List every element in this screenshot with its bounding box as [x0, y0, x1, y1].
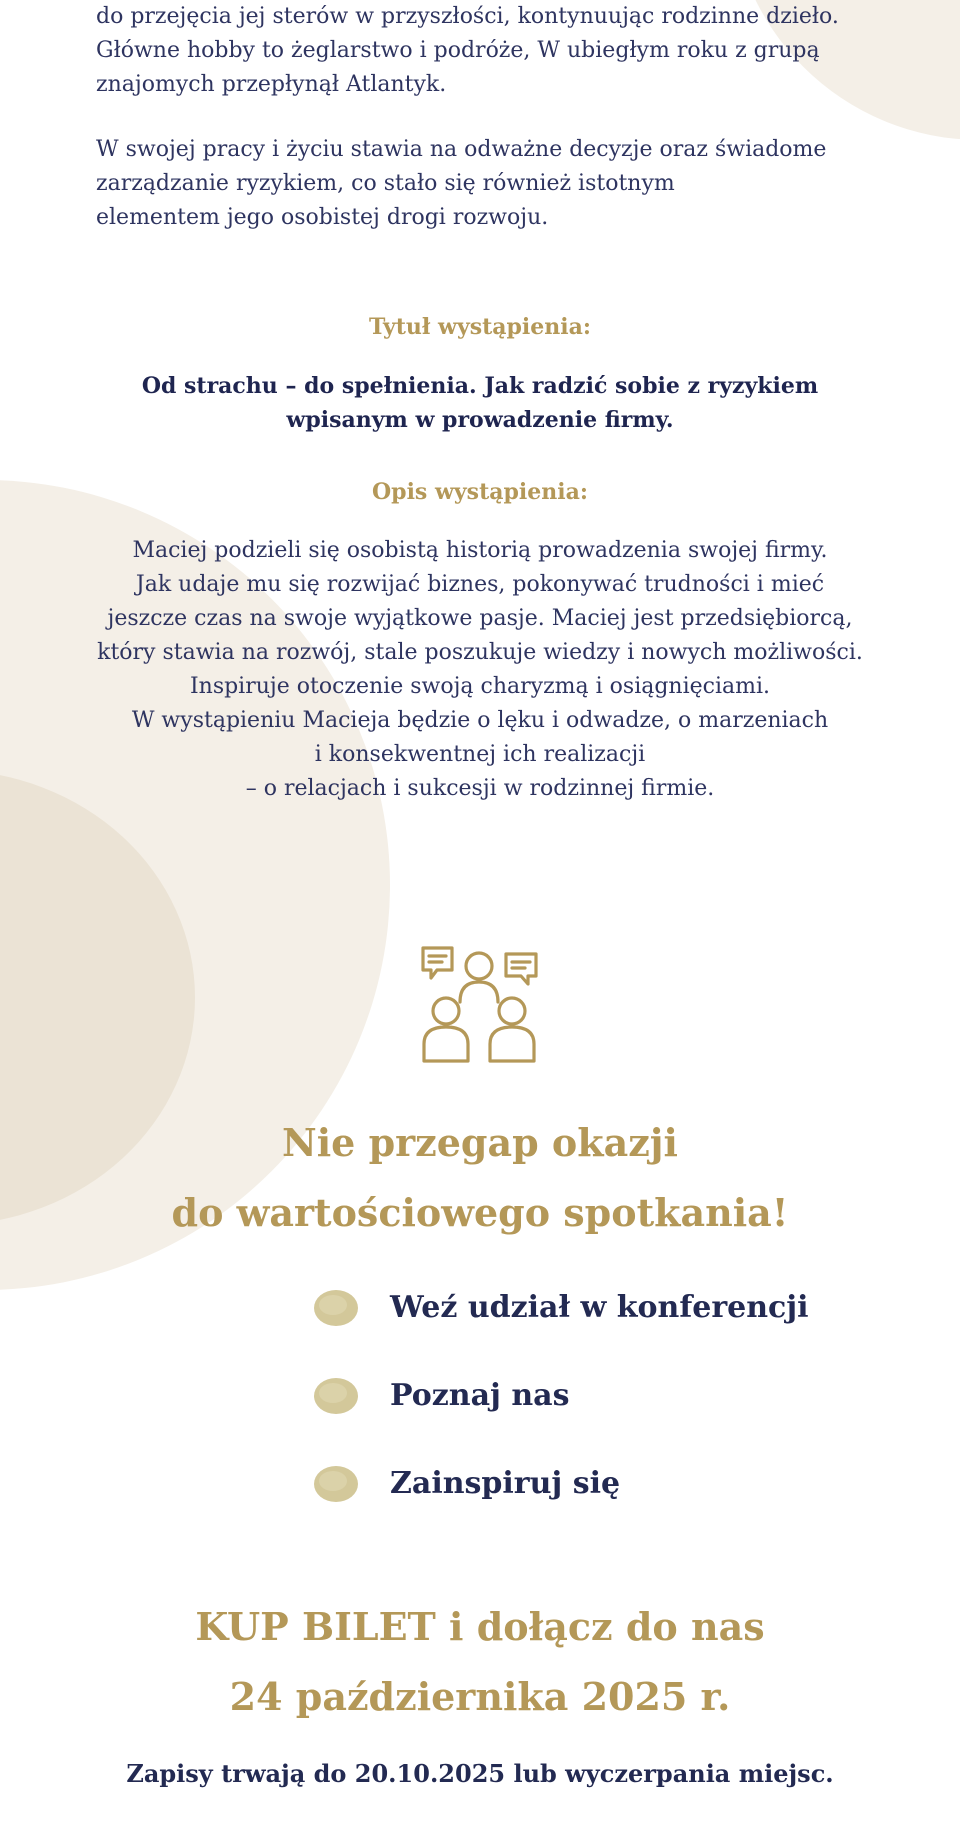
benefits-list [312, 1280, 872, 1544]
people-talking-icon [420, 944, 540, 1064]
talk-description-label: Opis wystąpienia: [372, 479, 588, 505]
list-item-label: Poznaj nas [390, 1378, 570, 1413]
list-item-label: Zainspiruj się [390, 1466, 621, 1501]
registration-note: Zapisy trwają do 20.10.2025 lub wyczerpania miejsc. [126, 1759, 834, 1788]
list-item [312, 1456, 872, 1544]
bullet-blob-icon [312, 1376, 360, 1416]
cta-headline: KUP BILET i dołącz do nas 24 października 2025 r. [195, 1604, 765, 1719]
bullet-blob-icon [312, 1288, 360, 1328]
list-item [312, 1368, 872, 1456]
talk-title-label: Tytuł wystąpienia: [368, 314, 591, 340]
list-item [312, 1280, 872, 1368]
promo-headline: Nie przegap okazji do wartościowego spotkania! [171, 1120, 789, 1235]
bullet-blob-icon [312, 1464, 360, 1504]
bio-paragraph-2: W swojej pracy i życiu stawia na odważne decyzje oraz świadome zarządzanie ryzykiem, co stało się również istotnym elementem jego osobistej drogi rozwoju. [96, 137, 827, 230]
bio-paragraph-1: do przejęcia jej sterów w przyszłości, kontynuując rodzinne dzieło. Główne hobby to żeglarstwo i podróże, W ubiegłym roku z grupą znajomych przepłynął Atlantyk. [96, 4, 839, 97]
list-item-label: Weź udział w konferencji [390, 1290, 809, 1325]
talk-title: Od strachu – do spełnienia. Jak radzić sobie z ryzykiem wpisanym w prowadzenie firmy. [141, 373, 819, 433]
talk-description: Maciej podzieli się osobistą historią prowadzenia swojej firmy. Jak udaje mu się rozwijać biznes, pokonywać trudności i mieć jeszcze czas na swoje wyjątkowe pasje. Maciej jest przedsiębiorcą, który stawia na rozwój, stale poszukuje wiedzy i nowych możliwości. Inspiruje otoczenie swoją charyzmą i osiągnięciami. W wystąpieniu Macieja będzie o lęku i odwadze, o marzeniach i konsekwentnej ich realizacji – o relacjach i sukcesji w rodzinnej firmie. [97, 538, 863, 801]
